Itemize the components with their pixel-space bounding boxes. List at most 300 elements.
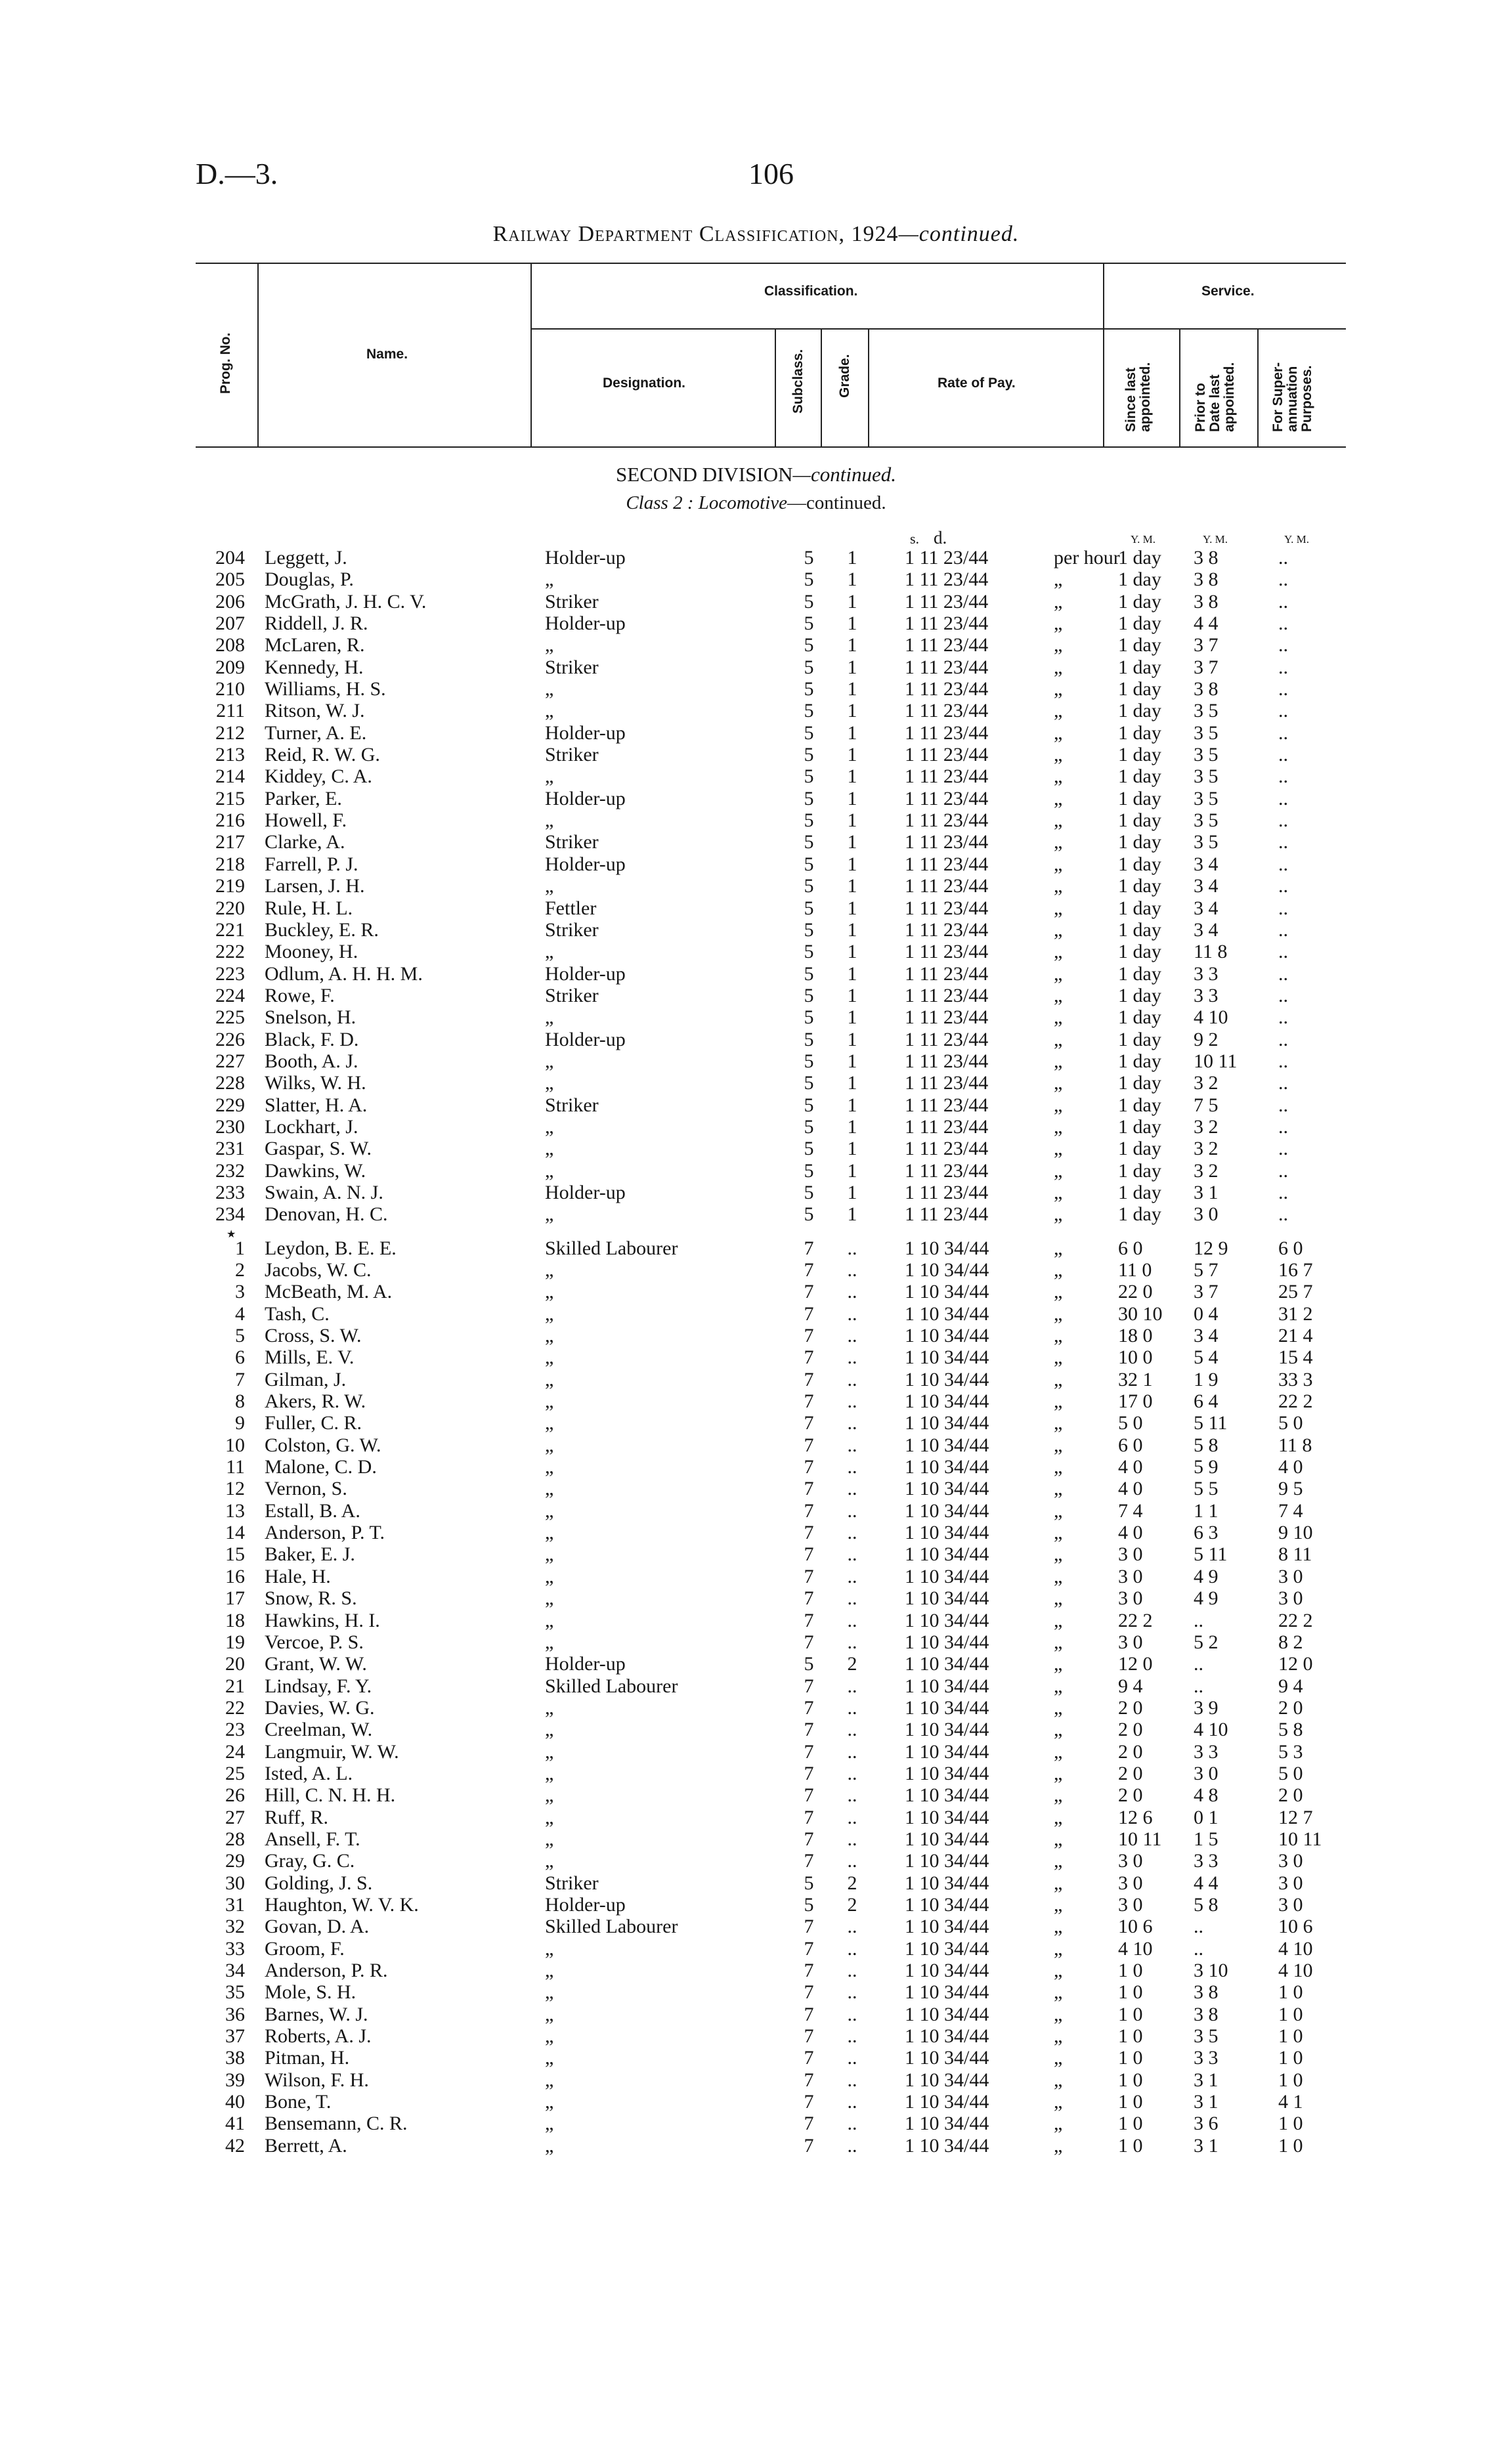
service-prior: 3 1: [1194, 2134, 1219, 2157]
service-since-last: 3 0: [1118, 1631, 1143, 1653]
prog-no: 17: [225, 1587, 245, 1610]
table-row: [0, 1182, 1512, 1203]
rate-of-pay: 1 10 34/44: [905, 1850, 989, 1872]
rate-of-pay: 1 11 23/44: [905, 1028, 989, 1050]
rate-unit: „: [1054, 1281, 1063, 1303]
service-superannuation: 1 0: [1278, 1981, 1303, 2004]
rate-unit: „: [1054, 2003, 1063, 2025]
rate-of-pay: 1 10 34/44: [905, 1828, 989, 1850]
service-since-last: 2 0: [1118, 1719, 1143, 1741]
header-bottom-rule: [196, 446, 1346, 448]
service-prior: 3 8: [1194, 1981, 1219, 2004]
service-prior: 5 8: [1194, 1893, 1219, 1916]
table-row: [0, 1094, 1512, 1116]
designation: „: [545, 941, 554, 963]
table-row: [0, 2091, 1512, 2113]
rate-of-pay: 1 10 34/44: [905, 1259, 989, 1281]
designation: Holder-up: [545, 787, 626, 809]
prog-no: 33: [225, 1937, 245, 1960]
rate-unit: „: [1054, 787, 1063, 809]
grade: 1: [847, 1006, 857, 1029]
designation: Holder-up: [545, 1181, 626, 1203]
service-superannuation: 2 0: [1278, 1696, 1303, 1719]
employee-name: Akers, R. W.: [265, 1390, 366, 1413]
subclass: 7: [804, 1981, 814, 2004]
rate-unit: „: [1054, 1325, 1063, 1347]
subclass: 5: [804, 1203, 814, 1226]
subclass: 5: [804, 918, 814, 941]
service-superannuation: 1 0: [1278, 2069, 1303, 2091]
service-since-last: 1 day: [1118, 547, 1161, 569]
designation: Skilled Labourer: [545, 1675, 678, 1697]
table-row: [0, 1741, 1512, 1763]
subclass: 5: [804, 1072, 814, 1094]
table-row: [0, 1981, 1512, 2003]
service-since-last: 30 10: [1118, 1302, 1163, 1325]
prog-no: 15: [225, 1543, 245, 1566]
service-prior: 5 5: [1194, 1478, 1219, 1500]
subclass: 5: [804, 875, 814, 897]
table-row: [0, 1281, 1512, 1302]
prog-no: 8: [235, 1390, 245, 1413]
prog-no: 224: [215, 984, 245, 1006]
employee-name: Kennedy, H.: [265, 656, 364, 678]
grade: ..: [847, 2113, 857, 2135]
subclass: 7: [804, 1631, 814, 1653]
service-since-last: 10 0: [1118, 1346, 1153, 1369]
service-since-last: 1 day: [1118, 918, 1161, 941]
designation: Holder-up: [545, 1893, 626, 1916]
grade: ..: [847, 1522, 857, 1544]
grade: ..: [847, 1631, 857, 1653]
prog-no: 226: [215, 1028, 245, 1050]
employee-name: Ritson, W. J.: [265, 700, 365, 722]
grade: 1: [847, 569, 857, 591]
subclass: 7: [804, 2047, 814, 2069]
rate-unit: „: [1054, 1850, 1063, 1872]
grade: ..: [847, 1325, 857, 1347]
prog-no: 19: [225, 1631, 245, 1653]
designation: Striker: [545, 656, 599, 678]
service-superannuation: 9 10: [1278, 1522, 1313, 1544]
table-row: [0, 569, 1512, 590]
service-prior: 3 3: [1194, 1850, 1219, 1872]
employee-name: Wilks, W. H.: [265, 1072, 366, 1094]
service-superannuation: 4 1: [1278, 2091, 1303, 2113]
subclass: 5: [804, 962, 814, 985]
employee-name: Gaspar, S. W.: [265, 1138, 372, 1160]
prog-no: 4: [235, 1302, 245, 1325]
employee-name: Dawkins, W.: [265, 1159, 366, 1182]
prog-no: 40: [225, 2091, 245, 2113]
prog-no: 20: [225, 1653, 245, 1675]
service-superannuation: ..: [1278, 569, 1288, 591]
rate-of-pay: 1 11 23/44: [905, 1181, 989, 1203]
table-row: [0, 656, 1512, 678]
service-superannuation: ..: [1278, 700, 1288, 722]
rate-unit: „: [1054, 569, 1063, 591]
designation: „: [545, 1960, 554, 1981]
rate-unit: „: [1054, 1412, 1063, 1434]
grade: 2: [847, 1893, 857, 1916]
rate-unit: „: [1054, 1696, 1063, 1719]
grade: 1: [847, 721, 857, 744]
service-superannuation: ..: [1278, 941, 1288, 963]
employee-name: Barnes, W. J.: [265, 2003, 368, 2025]
service-superannuation: ..: [1278, 765, 1288, 788]
table-row: [0, 1566, 1512, 1587]
table-row: [0, 1500, 1512, 1522]
prog-no: 14: [225, 1522, 245, 1544]
service-superannuation: ..: [1278, 853, 1288, 875]
grade: ..: [847, 1543, 857, 1566]
employee-name: Roberts, A. J.: [265, 2025, 372, 2048]
prog-no: 220: [215, 897, 245, 919]
table-row: [0, 700, 1512, 721]
employee-name: Rule, H. L.: [265, 897, 353, 919]
grade: ..: [847, 1740, 857, 1763]
grade: 1: [847, 547, 857, 569]
service-superannuation: ..: [1278, 547, 1288, 569]
grade: 1: [847, 1159, 857, 1182]
table-body: [0, 547, 1512, 2157]
rate-unit: „: [1054, 1522, 1063, 1544]
grade: ..: [847, 1346, 857, 1369]
grade: ..: [847, 1609, 857, 1631]
table-row: [0, 765, 1512, 787]
grade: ..: [847, 1390, 857, 1413]
rate-unit: „: [1054, 962, 1063, 985]
prog-no: 219: [215, 875, 245, 897]
table-row: [0, 853, 1512, 875]
rate-of-pay: 1 10 34/44: [905, 1762, 989, 1784]
designation: „: [545, 1806, 554, 1828]
rate-of-pay: 1 11 23/44: [905, 897, 989, 919]
class-name: Locomotive: [698, 492, 788, 513]
grade: 1: [847, 1072, 857, 1094]
subclass: 5: [804, 1028, 814, 1050]
service-since-last: 12 0: [1118, 1653, 1153, 1675]
table-row: [0, 2025, 1512, 2047]
designation: Striker: [545, 918, 599, 941]
service-prior: 4 4: [1194, 612, 1219, 635]
service-superannuation: 9 5: [1278, 1478, 1303, 1500]
subclass: 5: [804, 1115, 814, 1138]
service-since-last: 22 0: [1118, 1281, 1153, 1303]
subclass: 7: [804, 1740, 814, 1763]
rate-of-pay: 1 11 23/44: [905, 962, 989, 985]
service-since-last: 1 day: [1118, 1159, 1161, 1182]
grade: 1: [847, 787, 857, 809]
employee-name: Malone, C. D.: [265, 1456, 377, 1478]
service-prior: 6 3: [1194, 1522, 1219, 1544]
rate-unit: „: [1054, 1094, 1063, 1116]
rate-unit: „: [1054, 875, 1063, 897]
table-row: [0, 1763, 1512, 1784]
subclass: 7: [804, 1587, 814, 1610]
employee-name: McLaren, R.: [265, 634, 365, 656]
service-prior: 4 10: [1194, 1006, 1228, 1029]
service-prior: 1 9: [1194, 1368, 1219, 1390]
col-divider: [1103, 263, 1104, 448]
table-row: [0, 612, 1512, 634]
designation: „: [545, 1981, 554, 2004]
prog-no: 213: [215, 744, 245, 766]
service-superannuation: 1 0: [1278, 2047, 1303, 2069]
table-row: [0, 1675, 1512, 1697]
table-row: [0, 1390, 1512, 1412]
table-row: [0, 1412, 1512, 1434]
rate-of-pay: 1 10 34/44: [905, 1412, 989, 1434]
division-continued: —continued.: [792, 463, 897, 486]
prog-no: 36: [225, 2003, 245, 2025]
table-row: [0, 1916, 1512, 1937]
designation: „: [545, 1522, 554, 1544]
employee-name: Estall, B. A.: [265, 1499, 360, 1522]
table-row: [0, 2047, 1512, 2069]
service-superannuation: 1 0: [1278, 2025, 1303, 2048]
service-since-last: 1 day: [1118, 700, 1161, 722]
service-prior: ..: [1194, 1937, 1203, 1960]
prog-no: 41: [225, 2113, 245, 2135]
service-prior: 3 5: [1194, 700, 1219, 722]
table-row: [0, 1697, 1512, 1719]
prog-no: 229: [215, 1094, 245, 1116]
employee-name: Groom, F.: [265, 1937, 345, 1960]
table-row: [0, 1850, 1512, 1872]
service-since-last: 1 day: [1118, 1072, 1161, 1094]
rate-of-pay: 1 10 34/44: [905, 1325, 989, 1347]
employee-name: Turner, A. E.: [265, 721, 367, 744]
designation: „: [545, 1784, 554, 1807]
subclass: 7: [804, 1828, 814, 1850]
table-row: [0, 1610, 1512, 1631]
service-superannuation: 3 0: [1278, 1872, 1303, 1894]
employee-name: Langmuir, W. W.: [265, 1740, 399, 1763]
subclass: 5: [804, 678, 814, 700]
rate-of-pay: 1 10 34/44: [905, 1675, 989, 1697]
service-superannuation: 1 0: [1278, 2113, 1303, 2135]
unit-since: Y. M.: [1131, 533, 1156, 546]
service-since-last: 10 11: [1118, 1828, 1162, 1850]
designation: „: [545, 2047, 554, 2069]
employee-name: Mooney, H.: [265, 941, 358, 963]
designation: „: [545, 569, 554, 591]
service-prior: 7 5: [1194, 1094, 1219, 1116]
service-prior: 3 4: [1194, 1325, 1219, 1347]
service-prior: 3 5: [1194, 2025, 1219, 2048]
employee-name: Parker, E.: [265, 787, 342, 809]
grade: 1: [847, 918, 857, 941]
service-superannuation: ..: [1278, 1028, 1288, 1050]
employee-name: Slatter, H. A.: [265, 1094, 368, 1116]
division-heading: [0, 463, 1512, 486]
rate-of-pay: 1 10 34/44: [905, 1653, 989, 1675]
service-superannuation: 4 0: [1278, 1456, 1303, 1478]
employee-name: Gilman, J.: [265, 1368, 347, 1390]
table-row: [0, 1872, 1512, 1894]
grade: ..: [847, 1960, 857, 1981]
service-superannuation: ..: [1278, 1094, 1288, 1116]
service-since-last: 3 0: [1118, 1543, 1143, 1566]
rate-unit: „: [1054, 1478, 1063, 1500]
rate-of-pay: 1 11 23/44: [905, 590, 989, 612]
subclass: 7: [804, 1302, 814, 1325]
prog-no: 221: [215, 918, 245, 941]
rate-unit: „: [1054, 1893, 1063, 1916]
service-since-last: 1 day: [1118, 1006, 1161, 1029]
prog-no: 3: [235, 1281, 245, 1303]
designation: „: [545, 1368, 554, 1390]
prog-no: 212: [215, 721, 245, 744]
rate-of-pay: 1 10 34/44: [905, 2003, 989, 2025]
service-prior: 5 4: [1194, 1346, 1219, 1369]
subclass: 7: [804, 1281, 814, 1303]
service-since-last: 1 day: [1118, 897, 1161, 919]
service-since-last: 1 0: [1118, 2069, 1143, 2091]
designation: „: [545, 765, 554, 788]
rate-of-pay: 1 10 34/44: [905, 1937, 989, 1960]
grade: 1: [847, 1094, 857, 1116]
header-since-last: Since last appointed.: [1123, 362, 1153, 432]
designation: „: [545, 1325, 554, 1347]
grade: 2: [847, 1872, 857, 1894]
designation: Holder-up: [545, 1653, 626, 1675]
rate-of-pay: 1 10 34/44: [905, 1960, 989, 1981]
rate-unit: „: [1054, 2047, 1063, 2069]
service-since-last: 1 day: [1118, 984, 1161, 1006]
service-since-last: 3 0: [1118, 1850, 1143, 1872]
prog-no: 222: [215, 941, 245, 963]
employee-name: Gray, G. C.: [265, 1850, 355, 1872]
subclass: 5: [804, 765, 814, 788]
rate-unit: „: [1054, 1434, 1063, 1456]
grade: ..: [847, 1675, 857, 1697]
employee-name: Leggett, J.: [265, 547, 347, 569]
table-row: [0, 897, 1512, 919]
col-divider: [775, 328, 776, 448]
grade: ..: [847, 2134, 857, 2157]
service-prior: 9 2: [1194, 1028, 1219, 1050]
designation: „: [545, 1609, 554, 1631]
employee-name: Berrett, A.: [265, 2134, 347, 2157]
designation: „: [545, 1281, 554, 1303]
rate-of-pay: 1 11 23/44: [905, 918, 989, 941]
grade: ..: [847, 1302, 857, 1325]
service-superannuation: ..: [1278, 1203, 1288, 1226]
rate-unit: „: [1054, 1960, 1063, 1981]
prog-no: 230: [215, 1115, 245, 1138]
service-superannuation: 31 2: [1278, 1302, 1313, 1325]
rate-unit: „: [1054, 1368, 1063, 1390]
service-since-last: 1 day: [1118, 875, 1161, 897]
subclass: 7: [804, 1325, 814, 1347]
employee-name: Hill, C. N. H. H.: [265, 1784, 396, 1807]
employee-name: Larsen, J. H.: [265, 875, 365, 897]
employee-name: Douglas, P.: [265, 569, 354, 591]
rate-of-pay: 1 11 23/44: [905, 984, 989, 1006]
service-since-last: 6 0: [1118, 1237, 1143, 1259]
printer-mark: ★: [227, 1229, 236, 1240]
subclass: 7: [804, 2069, 814, 2091]
service-since-last: 1 0: [1118, 2113, 1143, 2135]
rate-unit: „: [1054, 2113, 1063, 2135]
grade: ..: [847, 1368, 857, 1390]
grade: ..: [847, 1434, 857, 1456]
service-superannuation: ..: [1278, 984, 1288, 1006]
rate-of-pay: 1 11 23/44: [905, 853, 989, 875]
table-row: [0, 1960, 1512, 1981]
employee-name: Denovan, H. C.: [265, 1203, 388, 1226]
designation: Holder-up: [545, 612, 626, 635]
prog-no: 233: [215, 1181, 245, 1203]
service-superannuation: ..: [1278, 918, 1288, 941]
employee-name: Creelman, W.: [265, 1719, 373, 1741]
table-row: [0, 985, 1512, 1006]
table-row: [0, 1456, 1512, 1478]
subclass: 7: [804, 1346, 814, 1369]
service-since-last: 17 0: [1118, 1390, 1153, 1413]
class-heading: [0, 492, 1512, 514]
service-superannuation: 25 7: [1278, 1281, 1313, 1303]
service-superannuation: 12 7: [1278, 1806, 1313, 1828]
designation: „: [545, 1390, 554, 1413]
rate-of-pay: 1 10 34/44: [905, 1237, 989, 1259]
subclass: 5: [804, 831, 814, 853]
employee-name: Mole, S. H.: [265, 1981, 356, 2004]
service-since-last: 3 0: [1118, 1565, 1143, 1587]
rate-unit: „: [1054, 1981, 1063, 2004]
prog-no: 211: [216, 700, 245, 722]
service-prior: 3 8: [1194, 2003, 1219, 2025]
service-superannuation: ..: [1278, 897, 1288, 919]
grade: ..: [847, 1784, 857, 1807]
table-row: [0, 1006, 1512, 1028]
designation: Holder-up: [545, 853, 626, 875]
table-row: [0, 2004, 1512, 2025]
grade: ..: [847, 1412, 857, 1434]
subclass: 5: [804, 744, 814, 766]
service-superannuation: ..: [1278, 809, 1288, 832]
service-prior: 3 2: [1194, 1072, 1219, 1094]
employee-name: Haughton, W. V. K.: [265, 1893, 419, 1916]
rate-of-pay: 1 11 23/44: [905, 765, 989, 788]
rate-unit: „: [1054, 984, 1063, 1006]
subclass: 7: [804, 1237, 814, 1259]
prog-no: 215: [215, 787, 245, 809]
service-since-last: 1 0: [1118, 2003, 1143, 2025]
designation: „: [545, 1499, 554, 1522]
service-since-last: 9 4: [1118, 1675, 1143, 1697]
service-since-last: 1 day: [1118, 721, 1161, 744]
grade: ..: [847, 1565, 857, 1587]
service-since-last: 2 0: [1118, 1740, 1143, 1763]
prog-no: 5: [235, 1325, 245, 1347]
rate-of-pay: 1 11 23/44: [905, 656, 989, 678]
rate-of-pay: 1 11 23/44: [905, 1072, 989, 1094]
rate-unit: „: [1054, 1237, 1063, 1259]
rate-of-pay: 1 11 23/44: [905, 547, 989, 569]
rate-unit: „: [1054, 700, 1063, 722]
rate-of-pay: 1 10 34/44: [905, 1434, 989, 1456]
service-superannuation: ..: [1278, 1115, 1288, 1138]
unit-super: Y. M.: [1284, 533, 1309, 546]
prog-no: 38: [225, 2047, 245, 2069]
rate-unit: „: [1054, 853, 1063, 875]
subclass: 5: [804, 1094, 814, 1116]
service-prior: 3 7: [1194, 1281, 1219, 1303]
table-row: [0, 1719, 1512, 1740]
